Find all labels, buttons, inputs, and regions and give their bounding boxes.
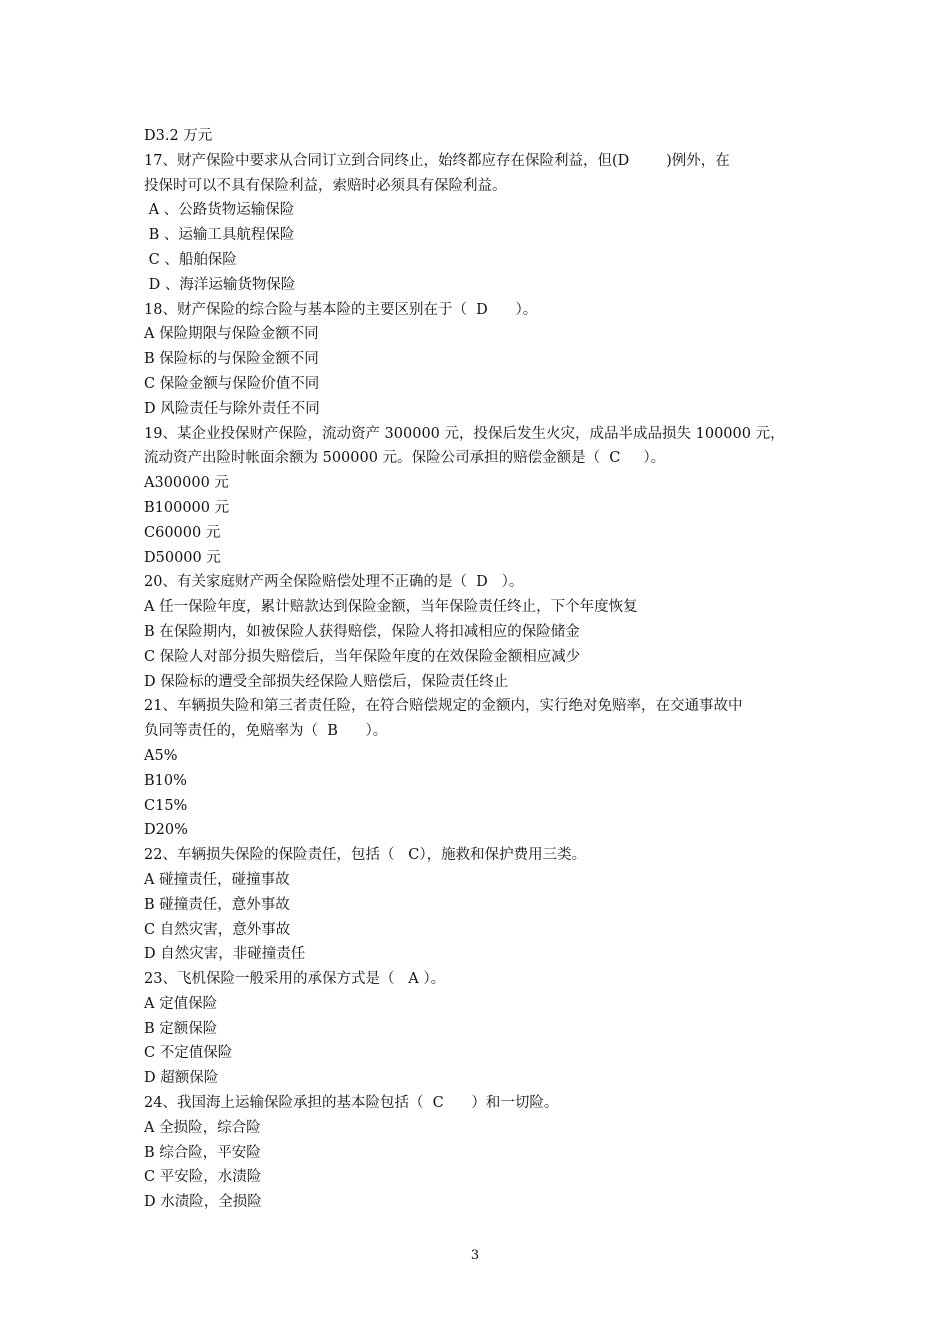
option-line: A 、公路货物运输保险: [144, 202, 295, 219]
option-line: B 、运输工具航程保险: [144, 227, 295, 244]
option-line: B 综合险，平安险: [144, 1144, 261, 1161]
question-19-line-2: 流动资产出险时帐面余额为 500000 元。保险公司承担的赔偿金额是（ C ）。: [144, 450, 666, 467]
question-17-line-1: 17、财产保险中要求从合同订立到合同终止，始终都应存在保险利益，但(D )例外，在: [144, 152, 730, 169]
option-line: C 保险金额与保险价值不同: [144, 375, 320, 392]
option-line: D 风险责任与除外责任不同: [144, 400, 320, 417]
option-line: B10%: [144, 772, 187, 789]
option-line: C 平安险，水渍险: [144, 1169, 262, 1186]
question-18: 18、财产保险的综合险与基本险的主要区别在于（ D ）。: [144, 301, 538, 318]
option-line: D 保险标的遭受全部损失经保险人赔偿后，保险责任终止: [144, 673, 509, 690]
option-line: A 任一保险年度，累计赔款达到保险金额，当年保险责任终止，下个年度恢复: [144, 599, 638, 616]
option-line: D 超额保险: [144, 1070, 219, 1087]
option-line: C 保险人对部分损失赔偿后，当年保险年度的在效保险金额相应减少: [144, 648, 581, 665]
option-line: A 全损险，综合险: [144, 1119, 261, 1136]
text-line: D3.2 万元: [144, 128, 213, 144]
option-line: D 、海洋运输货物保险: [144, 276, 296, 293]
option-line: D20%: [144, 822, 188, 839]
question-22: 22、车辆损失保险的保险责任，包括（ C），施救和保护费用三类。: [144, 847, 587, 864]
option-line: C15%: [144, 797, 188, 814]
question-24: 24、我国海上运输保险承担的基本险包括（ C ）和一切险。: [144, 1095, 559, 1112]
option-line: A5%: [144, 747, 178, 764]
question-23: 23、飞机保险一般采用的承保方式是（ A ）。: [144, 971, 446, 988]
option-line: B100000 元: [144, 499, 230, 516]
option-line: A300000 元: [144, 475, 229, 492]
option-line: C 、船舶保险: [144, 251, 237, 268]
option-line: B 保险标的与保险金额不同: [144, 351, 319, 368]
option-line: B 碰撞责任，意外事故: [144, 896, 290, 913]
option-line: A 碰撞责任，碰撞事故: [144, 871, 290, 888]
option-line: A 定值保险: [144, 995, 218, 1012]
document-body: [144, 124, 816, 1215]
option-line: A 保险期限与保险金额不同: [144, 326, 319, 343]
option-line: C 自然灾害，意外事故: [144, 921, 291, 938]
option-line: D50000 元: [144, 549, 221, 566]
question-21-line-1: 21、车辆损失险和第三者责任险，在符合赔偿规定的金额内，实行绝对免赔率，在交通事故中: [144, 698, 743, 715]
option-line: C 不定值保险: [144, 1045, 233, 1062]
option-line: D 水渍险，全损险: [144, 1194, 262, 1211]
option-line: C60000 元: [144, 524, 221, 541]
option-line: B 在保险期内，如被保险人获得赔偿，保险人将扣减相应的保险储金: [144, 623, 580, 640]
option-line: B 定额保险: [144, 1020, 218, 1037]
question-17-line-2: 投保时可以不具有保险利益，索赔时必须具有保险利益。: [144, 177, 507, 194]
question-21-line-2: 负同等责任的，免赔率为（ B ）。: [144, 723, 388, 740]
question-20: 20、有关家庭财产两全保险赔偿处理不正确的是（ D ）。: [144, 574, 524, 591]
page-number: 3: [470, 1248, 480, 1263]
question-19-line-1: 19、某企业投保财产保险，流动资产 300000 元，投保后发生火灾，成品半成品损失 100000 元，: [144, 425, 785, 442]
option-line: D 自然灾害，非碰撞责任: [144, 946, 306, 963]
